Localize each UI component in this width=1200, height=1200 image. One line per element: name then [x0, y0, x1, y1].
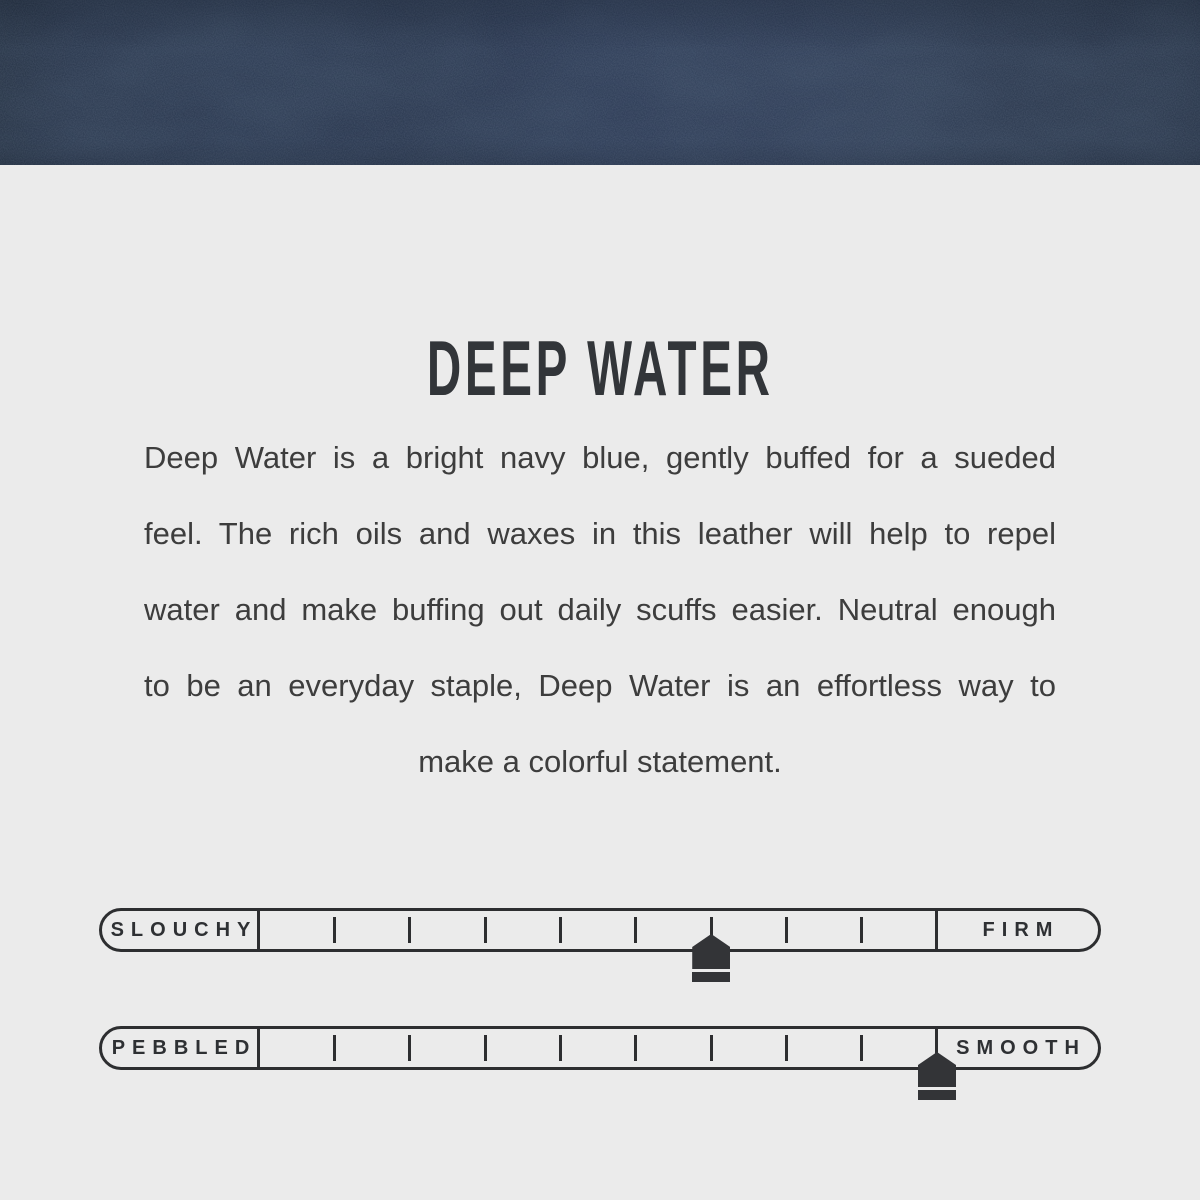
scale-tick: [785, 917, 788, 943]
marker-base-bar: [918, 1090, 956, 1100]
texture-scale: [99, 1026, 1101, 1070]
scale-left-divider: [257, 911, 260, 949]
scale-tick: [634, 1035, 637, 1061]
scale-tick: [559, 1035, 562, 1061]
scale-tick: [333, 917, 336, 943]
marker-base-bar: [692, 972, 730, 982]
drape-scale: [99, 908, 1101, 952]
description-line: water and make buffing out daily scuffs easier. Neutral enough: [144, 592, 1056, 627]
scale-left-divider: [257, 1029, 260, 1067]
leather-swatch-banner: [0, 0, 1200, 165]
scale-tick: [634, 917, 637, 943]
scale-tick: [484, 917, 487, 943]
marker-arrow-icon: [918, 1052, 956, 1087]
description-line: feel. The rich oils and waxes in this leather will help to repel: [144, 516, 1056, 551]
scale-tick: [408, 1035, 411, 1061]
scale-tick: [785, 1035, 788, 1061]
scale-marker-indicator: [692, 934, 730, 982]
scale-right-label: FIRM: [982, 919, 1060, 941]
scale-tick: [484, 1035, 487, 1061]
color-name-title: DEEP WATER: [426, 324, 774, 413]
marker-arrow-icon: [692, 934, 730, 969]
description-line: to be an everyday staple, Deep Water is an effortless way to: [144, 668, 1056, 703]
scale-marker-indicator: [918, 1052, 956, 1100]
scale-tick: [860, 1035, 863, 1061]
scale-right-label: SMOOTH: [956, 1037, 1086, 1059]
color-description: [144, 420, 1056, 800]
scale-tick: [710, 1035, 713, 1061]
scale-tick: [333, 1035, 336, 1061]
scale-tick: [408, 917, 411, 943]
description-line: make a colorful statement.: [418, 744, 782, 779]
scale-tick: [860, 917, 863, 943]
scale-left-label: SLOUCHY: [110, 919, 258, 941]
description-line: Deep Water is a bright navy blue, gently buffed for a sueded: [144, 440, 1056, 475]
leather-texture-image: [0, 0, 1200, 165]
scale-tick: [559, 917, 562, 943]
scale-left-label: PEBBLED: [111, 1037, 257, 1059]
